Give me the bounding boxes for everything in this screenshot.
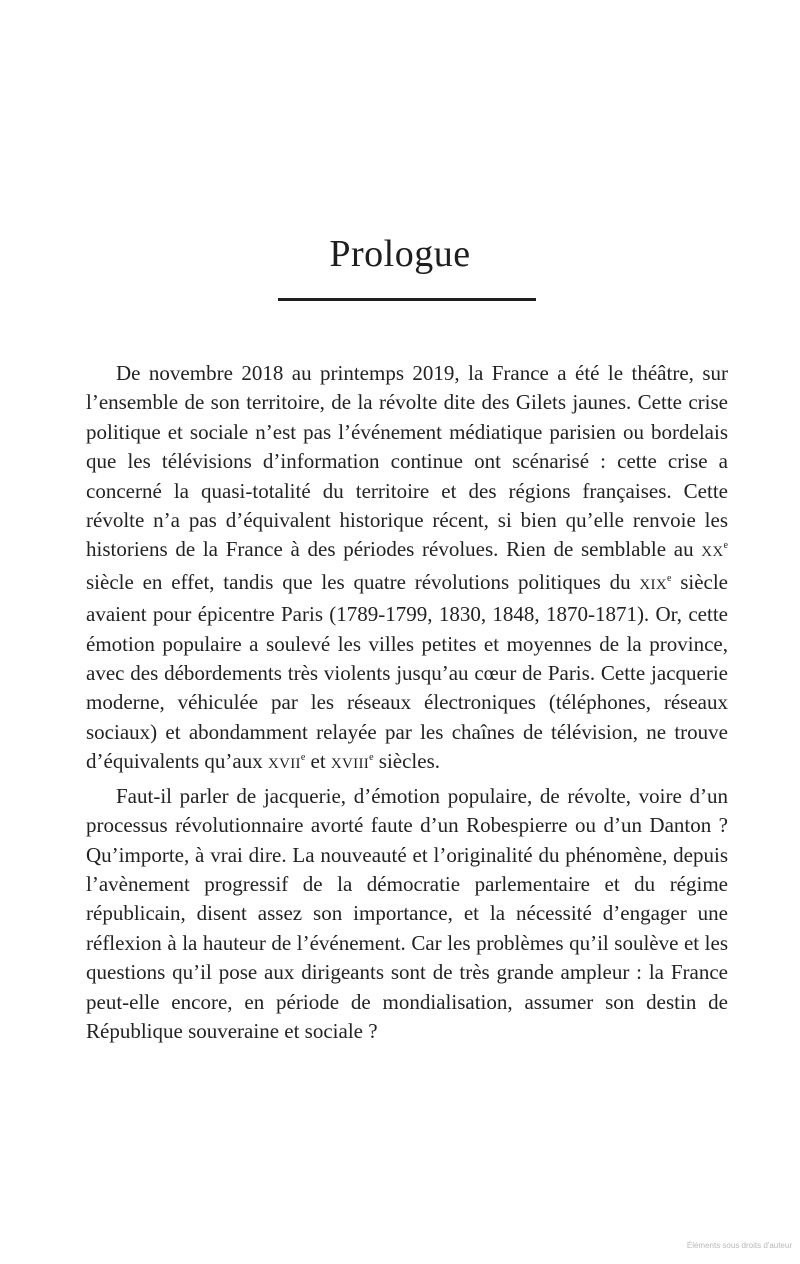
copyright-watermark: Éléments sous droits d'auteur	[686, 1241, 792, 1250]
century-superscript: e	[369, 752, 374, 764]
p1-text-part-4: et	[305, 749, 331, 774]
p1-text-part-2: siècle en effet, tandis que les quatre révolutions politiques du	[86, 569, 640, 594]
paragraph-1	[86, 359, 728, 780]
chapter-title: Prologue	[329, 233, 471, 275]
century-superscript: e	[723, 540, 728, 552]
p1-text-part-5: siècles.	[373, 749, 441, 774]
title-underline-rule	[278, 298, 536, 301]
century-numeral-18: XVIII	[330, 756, 370, 773]
century-superscript: e	[300, 752, 306, 764]
p1-text-part-1: De novembre 2018 au printemps 2019, la France a été le théâtre, sur l’ensemble de son territoire, de la révolte dite des Gilets jaunes. Cette crise politique et sociale n’est pas l’événement médiatique parisien ou bordelais que les télévisions d’information continue ont scénarisé : cette crise a concerné la quasi-totalité du territoire et des régions françaises. Cette révolte n’a pas d’équivalent historique récent, si bien qu’elle renvoie les historiens de la France à des périodes révolues. Rien de semblable au	[86, 361, 728, 562]
prologue-body	[86, 359, 728, 1048]
p1-text-part-3: siècle avaient pour épicentre Paris (1789-1799, 1830, 1848, 1870-1871). Or, cette émotion populaire a soulevé les villes petites et moyennes de la province, avec des débordements très violents jusqu’au cœur de Paris. Cette jacquerie moderne, véhiculée par les réseaux électroniques (téléphones, réseaux sociaux) et abondamment relayée par les chaînes de télévision, ne trouve d’équivalents qu’aux	[86, 569, 728, 774]
century-numeral-17: XVII	[267, 756, 301, 773]
century-superscript: e	[666, 572, 672, 584]
century-numeral-20: XX	[701, 544, 724, 561]
century-numeral-19: XIX	[639, 576, 667, 593]
paragraph-2: Faut-il parler de jacquerie, d’émotion populaire, de révolte, voire d’un processus révolutionnaire avorté faute d’un Robespierre ou d’un Danton ? Qu’importe, à vrai dire. La nouveauté et l’originalité du phénomène, depuis l’avènement progressif de la démocratie parlementaire et du régime républicain, disent assez son importance, et la nécessité d’engager une réflexion à la hauteur de l’événement. Car les problèmes qu’il soulève et les questions qu’il pose aux dirigeants sont de très grande ampleur : la France peut-elle encore, en période de mondialisation, assumer son destin de République souveraine et sociale ?	[86, 783, 728, 1043]
